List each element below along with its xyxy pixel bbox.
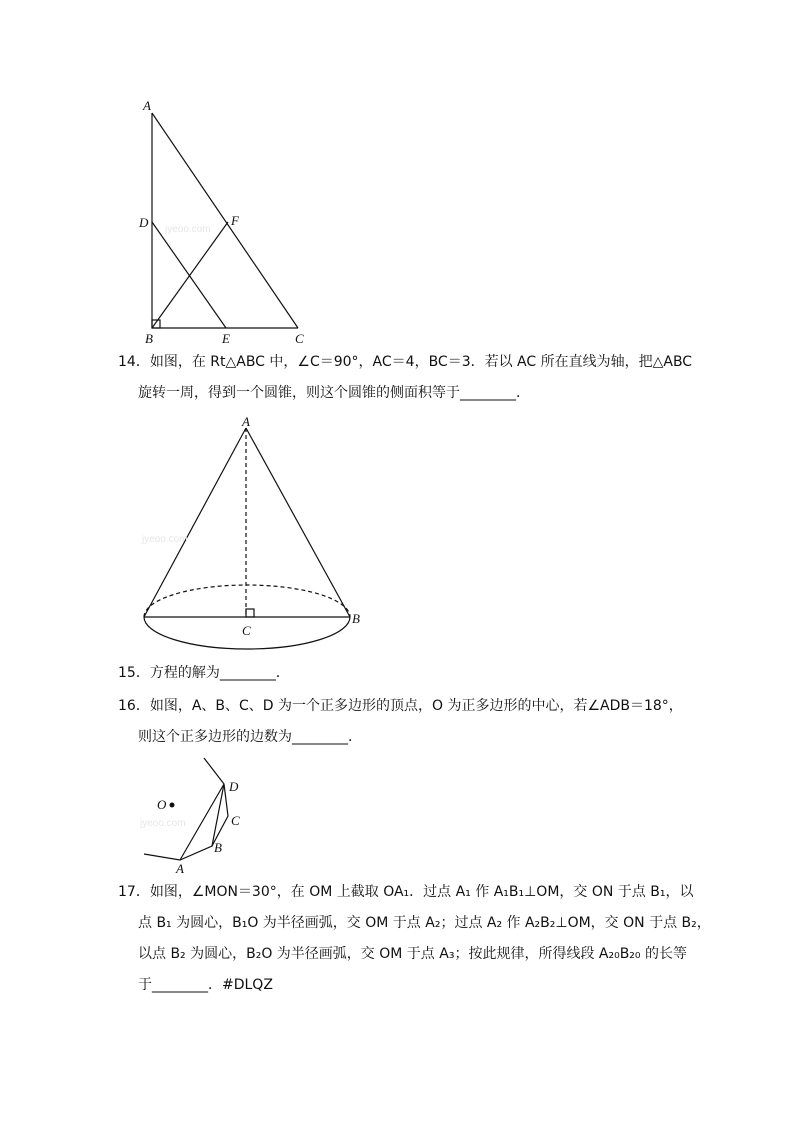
point-label-d: D	[229, 779, 239, 794]
watermark: jyeoo.com	[142, 534, 188, 545]
point-label-c: C	[242, 623, 251, 638]
point-label-d: D	[139, 215, 149, 230]
point-label-o: O	[157, 797, 167, 812]
q14-line2: 旋转一周，得到一个圆锥，则这个圆锥的侧面积等于________．	[138, 385, 530, 401]
right-angle-mark	[246, 609, 254, 617]
q15-line1: 15．方程的解为________．	[118, 665, 290, 681]
diagonal-bd	[212, 784, 224, 846]
cone-slant-right	[246, 428, 350, 617]
point-label-b: B	[214, 840, 222, 855]
point-label-c: C	[231, 813, 240, 828]
q16-line1: 16．如图，A、B、C、D 为一个正多边形的顶点，O 为正多边形的中心，若∠ADB＝18°，	[118, 698, 683, 714]
q16-line2: 则这个正多边形的边数为________．	[138, 729, 362, 745]
watermark: jyeoo.com	[140, 818, 186, 829]
point-label-a: A	[176, 861, 184, 876]
diagonal-ad	[180, 784, 224, 860]
point-label-c: C	[295, 331, 304, 346]
cone-base-front	[144, 617, 350, 649]
figure-triangle-abc	[0, 0, 794, 360]
cone-base-back	[144, 585, 350, 617]
q17-line4: 于________．#DLQZ	[138, 977, 273, 993]
point-label-b: B	[352, 611, 360, 626]
point-label-a: A	[242, 414, 250, 429]
segment-ac	[152, 113, 298, 328]
polygon-edges	[144, 758, 228, 860]
point-label-a: A	[143, 98, 151, 113]
center-point-o	[170, 803, 175, 808]
q17-line3: 以点 B₂ 为圆心，B₂O 为半径画弧，交 OM 于点 A₃；按此规律，所得线段 A₂₀B₂₀ 的长等	[138, 946, 687, 962]
q17-line1: 17．如图，∠MON＝30°，在 OM 上截取 OA₁．过点 A₁ 作 A₁B₁⊥OM，交 ON 于点 B₁，以	[118, 884, 694, 900]
point-label-b: B	[145, 331, 153, 346]
point-label-e: E	[222, 331, 230, 346]
q14-line1: 14．如图，在 Rt△ABC 中，∠C＝90°，AC＝4，BC＝3．若以 AC 所在直线为轴，把△ABC	[118, 354, 693, 370]
q17-line2: 点 B₁ 为圆心，B₁O 为半径画弧，交 OM 于点 A₂；过点 A₂ 作 A₂B₂⊥OM，交 ON 于点 B₂，	[138, 915, 711, 931]
watermark: jyeoo.com	[165, 224, 211, 235]
cone-slant-left	[144, 428, 246, 617]
point-label-f: F	[231, 213, 239, 228]
